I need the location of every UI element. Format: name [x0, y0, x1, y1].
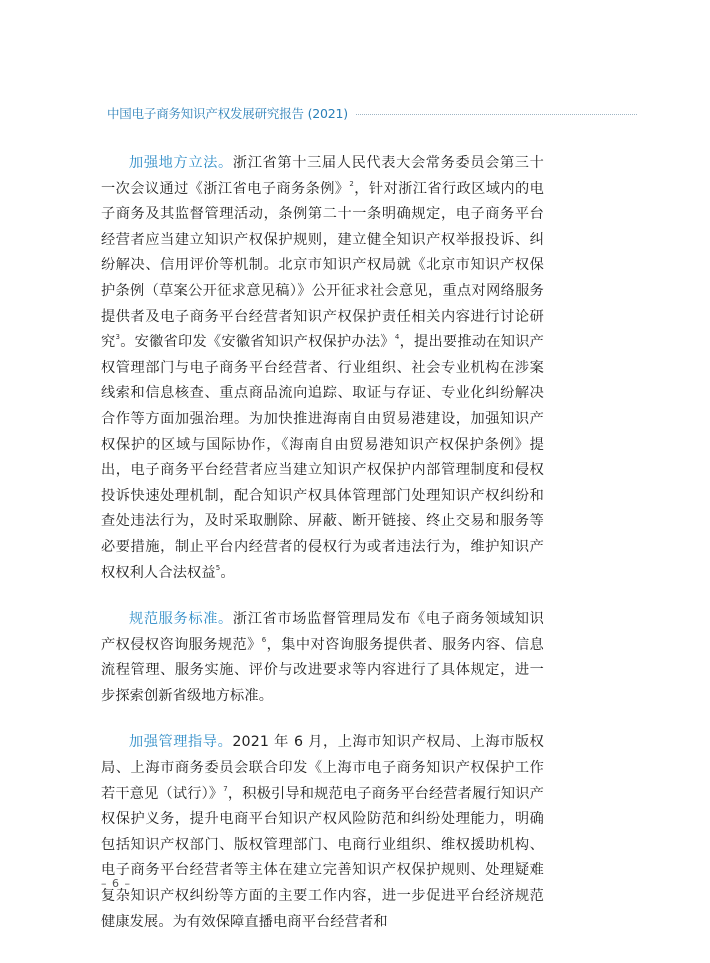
paragraph-management-guidance [101, 730, 544, 935]
footnote-ref: 2 [349, 179, 355, 188]
paragraph-service-standards [101, 607, 544, 709]
footnote-ref: 6 [261, 635, 267, 644]
footnote-ref: 7 [223, 784, 228, 793]
paragraph-lead: 加强地方立法。 [129, 155, 233, 171]
body-text [101, 151, 544, 956]
report-title: 中国电子商务知识产权发展研究报告 (2021) [107, 106, 348, 121]
paragraph-text: ，集中对咨询服务提供者、服务内容、信息流程管理、服务实施、评价与改进要求等内容进行了具体规定，进一步探索创新省级地方标准。 [101, 636, 544, 704]
paragraph-text: 。安徽省印发《安徽省知识产权保护办法》 [120, 334, 395, 351]
paragraph-lead: 加强管理指导。 [129, 734, 233, 751]
paragraph-lead: 规范服务标准。 [129, 611, 233, 628]
paragraph-text: ，积极引导和规范电子商务平台经营者履行知识产权保护义务，提升电商平台知识产权风险防范和纠纷处理能力，明确包括知识产权部门、版权管理部门、电商行业组织、维权援助机构、电子商务平台经营者等主体在建立完善知识产权保护规则、处理疑难复杂知识产权纠纷等方面的主要工作内容，进一步促进平台经济规范健康发展。为有效保障直播电商平台经营者和 [101, 785, 544, 930]
paragraph-text: ，提出要推动在知识产权管理部门与电子商务平台经营者、行业组织、社会专业机构在涉案线索和信息核查、重点商品流向追踪、取证与存证、专业化纠纷解决合作等方面加强治理。为加快推进海南自由贸易港建设，加强知识产权保护的区域与国际协作，《海南自由贸易港知识产权保护条例》提出，电子商务平台经营者应当建立知识产权保护内部管理制度和侵权投诉快速处理机制，配合知识产权具体管理部门处理知识产权纠纷和查处违法行为，及时采取删除、屏蔽、断开链接、终止交易和服务等必要措施，制止平台内经营者的侵权行为或者违法行为，维护知识产权权利人合法权益 [101, 334, 544, 581]
footnote-ref: 4 [394, 333, 400, 342]
footnote-ref: 5 [215, 563, 221, 572]
paragraph-text: 2021 年 6 月，上海市知识产权局、上海市版权局、上海市商务委员会联合印发《上海市电子商务知识产权保护工作若干意见（试行）》 [101, 734, 544, 802]
paragraph-text: ，针对浙江省行政区域内的电子商务及其监督管理活动，条例第二十一条明确规定，电子商务平台经营者应当建立知识产权保护规则，建立健全知识产权举报投诉、纠纷解决、信用评价等机制。北京市知识产权局就《北京市知识产权保护条例（草案公开征求意见稿）》公开征求社会意见，重点对网络服务提供者及电子商务平台经营者知识产权保护责任相关内容进行讨论研究 [101, 180, 544, 351]
header-dotted-rule [356, 114, 637, 115]
paragraph-text: 浙江省第十三届人民代表大会常务委员会第三十一次会议通过《浙江省电子商务条例》 [101, 155, 544, 197]
footnote-ref: 3 [115, 333, 121, 342]
paragraph-text: 。 [220, 564, 235, 581]
paragraph-text: 浙江省市场监督管理局发布《电子商务领域知识产权侵权咨询服务规范》 [101, 611, 544, 653]
running-header [107, 103, 637, 123]
page-number: – 6 – [101, 877, 131, 890]
paragraph-local-legislation [101, 151, 544, 586]
